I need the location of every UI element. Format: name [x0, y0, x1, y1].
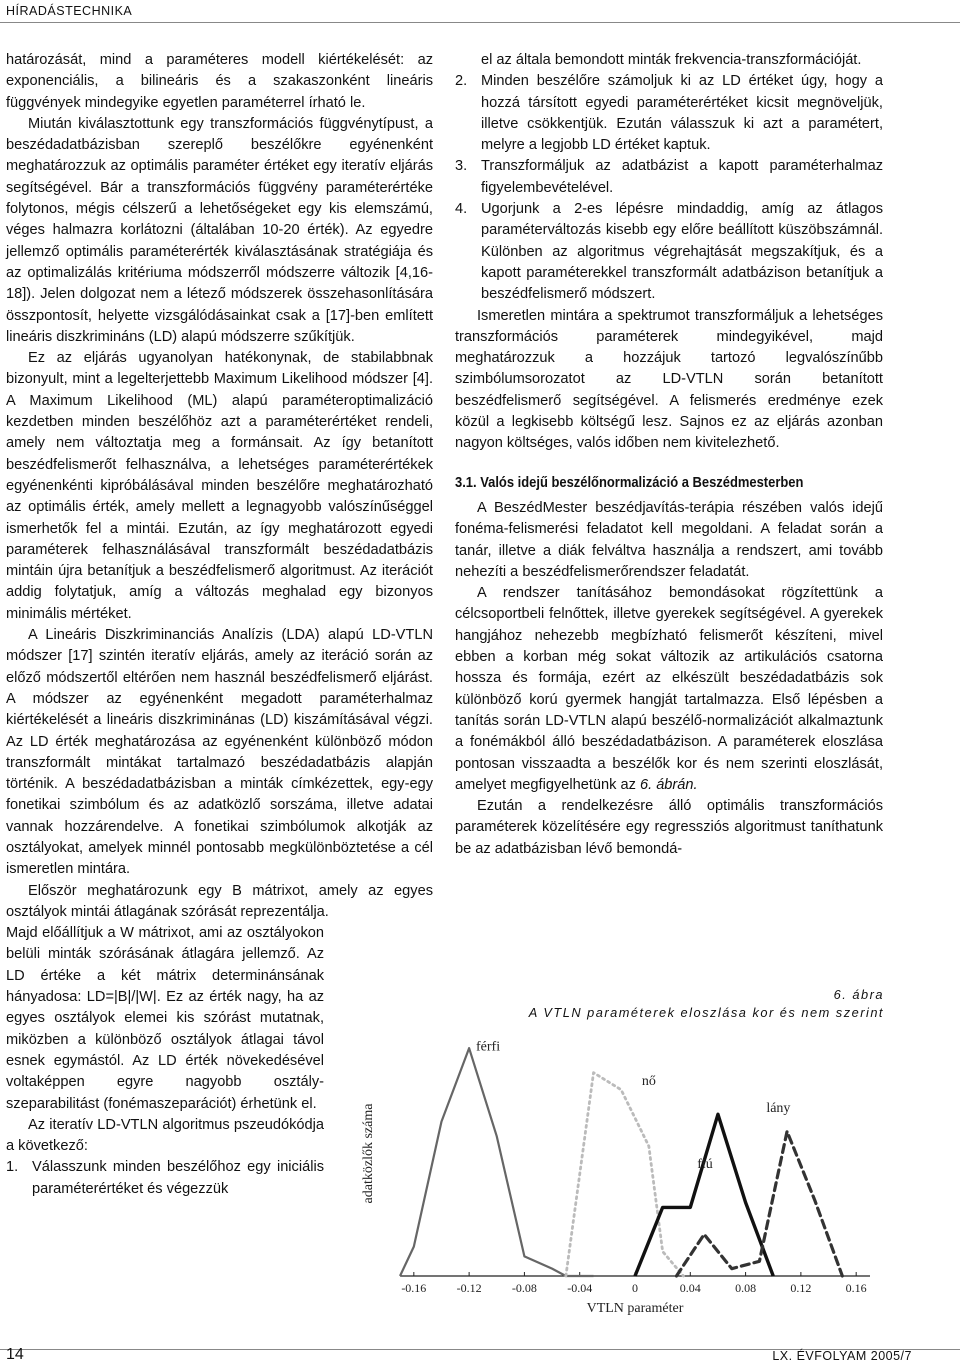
figure-title: A VTLN paraméterek eloszlása kor és nem szerint — [528, 1005, 884, 1020]
paragraph: Ezután a rendelkezésre álló optimális transzformációs paraméterek közelítésére egy regressziós algoritmust taníthatunk be az adatbázisban lévő bemondá- — [455, 798, 883, 857]
series-annotation: lány — [766, 1100, 791, 1116]
x-tick-label: 0.04 — [679, 1281, 701, 1295]
x-tick-label: 0.16 — [845, 1281, 867, 1295]
list-number: 3. — [455, 158, 468, 175]
series-line-lány — [676, 1131, 842, 1276]
figure-reference: 6. ábrán. — [639, 776, 698, 793]
y-axis-label: adatközlők száma — [361, 1103, 376, 1204]
x-tick-label: -0.16 — [401, 1281, 427, 1295]
header-rule — [0, 22, 960, 23]
x-tick-label: 0 — [632, 1281, 638, 1295]
journal-section-title: HÍRADÁSTECHNIKA — [6, 4, 133, 18]
paragraph — [455, 583, 883, 796]
paragraph: Miután kiválasztottunk egy transzformációs függvénytípust, a beszédadatbázisban szereplő beszélőkre egyénenként meghatározzuk az optimális paraméter értéket egy iteratív eljárás segítségével. Bár a transzformációs függvény paraméterértéke folytonos, mégis célszerű a lehetőségeket egy kis elemszámú, véges halmazra korlátozni (általában 10-20 érték). Az egyedre jellemző optimális paraméterérték kiválasztásának stratégiája és az optimalizálás kritériuma módszerről módszerre változik [4,16-18]). Jelen dolgozat nem a létező módszerek összehasonlítására összpontosít, helyette vizsgálódásainkat csak a [17]-ben említett lineáris diszkrimináns (LD) alapú módszerre szűkítjük. — [6, 115, 433, 345]
vtln-distribution-chart — [340, 1026, 890, 1316]
volume-info: LX. ÉVFOLYAM 2005/7 — [772, 1349, 912, 1363]
series-annotation: nő — [641, 1073, 656, 1089]
running-header — [0, 0, 960, 26]
list-number: 4. — [455, 201, 468, 218]
list-text: Minden beszélőre számoljuk ki az LD értéket úgy, hogy a hozzá társított egyedi paraméterértéket kicsit megnöveljük, illetve csökkentjük. Ezután válasszuk ki azt a paramétert, melyre a legjobb LD értéket kaptuk. — [481, 73, 883, 154]
paragraph-text: A rendszer tanításához bemondásokat rögzítettünk a célcsoportbeli felnőttek, illetve gyerekek segítségével. A gyerekek hangjához nehezebb megbízható felismerőt készíteni, mivel ebben a korban még sokat változik az artikulációs csatorna hossza és formája, ezért az elkészült beszédadatbázis sok különböző korú gyermek hangját tartalmazza. Első lépésben a tanítás során LD-VTLN alapú beszélő-normalizációt alkalmaztunk a fonémákból álló beszédadatbázison. A paraméterek eloszlása pontosan visszaadta a beszélők kor és nem szerinti eloszlását, amelyet megfigyelhetünk az — [455, 585, 883, 793]
narrow-text-block — [6, 923, 324, 1200]
page-number: 14 — [6, 1346, 24, 1363]
x-axis-label: VTLN paraméter — [586, 1301, 684, 1316]
list-item — [455, 156, 883, 199]
x-tick-label: -0.12 — [456, 1281, 482, 1295]
x-tick-label: -0.08 — [511, 1281, 537, 1295]
paragraph: Először meghatározunk egy B mátrixot, amely az egyes osztályok mintái átlagának szórását reprezentálja. — [6, 882, 433, 920]
x-tick-label: 0.08 — [735, 1281, 757, 1295]
list-item — [455, 50, 883, 71]
right-column — [455, 50, 883, 860]
figure-number: 6. ábra — [833, 987, 884, 1002]
list-text: el az általa bemondott minták frekvencia-transzformációját. — [481, 52, 862, 68]
x-tick-label: 0.12 — [790, 1281, 812, 1295]
x-tick-label: -0.04 — [567, 1281, 593, 1295]
list-number: 2. — [455, 73, 468, 90]
series-line-nő — [566, 1073, 684, 1276]
list-number: 1. — [6, 1159, 19, 1176]
list-text: Transzformáljuk az adatbázist a kapott paraméterhalmaz figyelembevételével. — [481, 158, 883, 196]
figure-caption — [529, 986, 884, 1022]
section-heading: 3.1. Valós idejű beszélőnormalizáció a Beszédmesterben — [455, 474, 804, 491]
list-text: Válasszunk minden beszélőhoz egy iniciális paraméterértéket és végezzük — [32, 1159, 324, 1197]
series-annotation: férfi — [476, 1039, 501, 1055]
paragraph: Majd előállítjuk a W mátrixot, ami az osztályokon belüli minták szórásának átlagára jellemző. Az LD értéke a két mátrix determinánsának hányadosa: LD=|B|/|W|. Ez az érték nagy, ha az egyes osztályok elemei kis szórást mutatnak, miközben a különböző osztályok átlagai távol esnek egymástól. Az LD érték növekedésével voltaképpen egyre nagyobb osztály-szeparabilitást (fonémaszeparációt) érhetünk el. — [6, 925, 324, 1112]
paragraph: határozását, mind a paraméteres modell kiértékelését: az exponenciális, a bilineáris és a szakaszonként lineáris függvények mindegyike egyetlen paraméterrel írható le. — [6, 52, 433, 111]
list-item — [6, 1157, 324, 1200]
paragraph: A BeszédMester beszédjavítás-terápia részében valós idejű fonéma-felismerési feladatot kell megoldani. A feladat során a tanár, illetve a diák felváltva használja a rendszert, ami tovább nehezíti a beszédfelismerőrendszer feladatát. — [455, 499, 883, 580]
list-item — [455, 71, 883, 156]
series-line-férfi — [400, 1048, 594, 1276]
paragraph: Az iteratív LD-VTLN algoritmus pszeudókódja a következő: — [6, 1116, 324, 1155]
paragraph: A Lineáris Diszkriminanciás Analízis (LDA) alapú LD-VTLN módszer [17] szintén iteratív eljárás, amely az iteráció során az előző módszertől eltérően nem használ beszédfelismerő eljárást. A módszer az egyénenként megadott paraméterhalmaz kiértékelését a lineáris diszkriminánas (LD) kiszámításával végzi. Az LD érték meghatározása az egyénenként különböző módon transzformált mintákat tartalmazó beszédadatbázis alapján történik. A beszédadatbázisban a minták címkézettek, egy-egy fonetikai szimbólum és az adatközlő sorszáma, illetve adatai vannak hozzárendelve. A fonetikai szimbólumok alkotják az osztályokat, amelyek minnél pontosabb megkülönböztetése a cél ismeretlen mintára. — [6, 627, 433, 878]
paragraph: Ismeretlen mintára a spektrumot transzformáljuk a lehetséges transzformációs paraméterek mindegyikével, majd meghatározzuk a hozzájuk tartozó legvalószínűbb szimbólumsorozatot az LD-VTLN során betanított beszédfelismerő segítségével. A felismerés eredménye ezek közül a legkisebb költségű lesz. Sajnos ez az eljárás azonban nagyon költséges, valós időben nem kivitelezhető. — [455, 307, 883, 452]
list-item — [455, 199, 883, 305]
paragraph: Ez az eljárás ugyanolyan hatékonynak, de stabilabbnak bizonyult, mint a legelterjettebb Maximum Likelihood módszer [4]. A Maximum Likelihood (ML) alapú paraméteroptimalizáció kezdetben minden beszélőhöz azt a paraméterértéket rendeli, amely nem változtatja meg a formánsait. Az így betanított beszédfelismerőt felhasználva, a lehetséges paraméterértékek egyénenkénti kipróbálásával minden beszélőre meghatározható az optimális érték, amely mellett a legnagyobb valószínűséggel ismerhetők fel a mintái. Ezután, az így meghatározott egyedi paraméterek felhasználásával transzformált beszédadatbázis mintáin újra betanítjuk a beszédfelismerő algoritmust. Az iterációt addig folytatjuk, amíg a változás meghalad egy bizonyos minimális mértéket. — [6, 350, 433, 622]
list-text: Ugorjunk a 2-es lépésre mindaddig, amíg az átlagos paraméterváltozás kisebb egy előre beállított küszöbszámnál. Különben az algoritmus végrehajtását megszakítjuk, és a kapott paraméterekkel transzformált adatbázison betanítjuk a beszédfelismerő módszert. — [481, 201, 883, 303]
series-annotation: fiú — [697, 1157, 713, 1173]
